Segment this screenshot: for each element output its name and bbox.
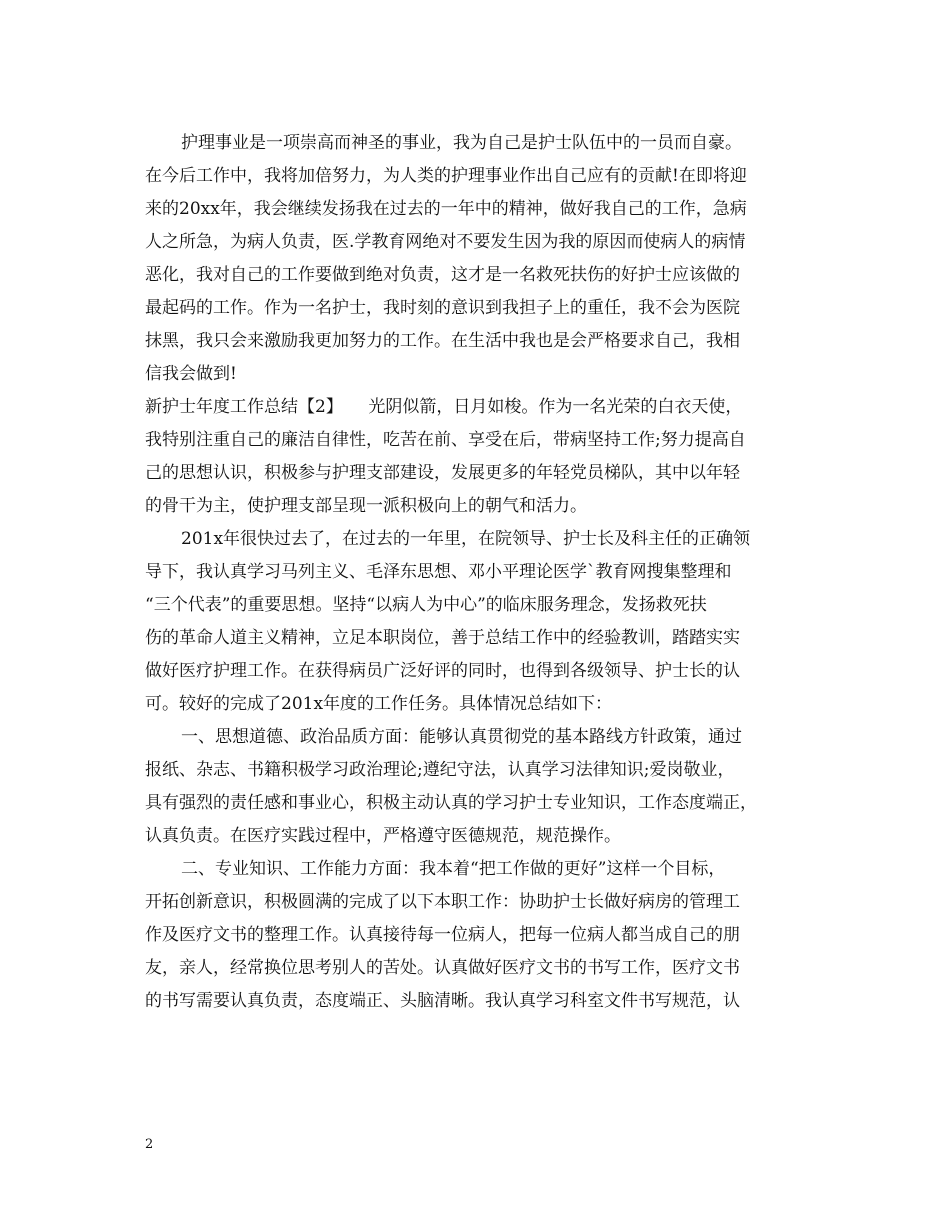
text-line: 导下，我认真学习马列主义、毛泽东思想、邓小平理论医学`教育网搜集整理和	[145, 562, 732, 582]
text-line: 的骨干为主，使护理支部呈现一派积极向上的朝气和活力。	[145, 496, 587, 516]
text-line: 一、思想道德、政治品质方面：能够认真贯彻党的基本路线方针政策，通过	[181, 727, 742, 747]
text-line: 的书写需要认真负责，态度端正、头脑清晰。我认真学习科室文件书写规范，认	[145, 991, 740, 1011]
text-line: 护理事业是一项崇高而神圣的事业，我为自己是护士队伍中的一员而自豪。	[181, 133, 742, 153]
text-line: 作及医疗文书的整理工作。认真接待每一位病人，把每一位病人都当成自己的朋	[145, 925, 740, 945]
text-line: 恶化，我对自己的工作要做到绝对负责，这才是一名救死扶伤的好护士应该做的	[145, 265, 740, 285]
page-number: 2	[145, 1137, 154, 1152]
text-line: 人之所急，为病人负责，医.学教育网绝对不要发生因为我的原因而使病人的病情	[145, 232, 746, 252]
section-heading-line: 新护士年度工作总结【2】 光阴似箭，日月如梭。作为一名光荣的白衣天使，	[145, 397, 743, 417]
text-line: 具有强烈的责任感和事业心，积极主动认真的学习护士专业知识，工作态度端正，	[145, 793, 757, 813]
text-line: 可。较好的完成了201x年度的工作任务。具体情况总结如下：	[145, 694, 613, 714]
text-line: 我特别注重自己的廉洁自律性，吃苦在前、享受在后，带病坚持工作;努力提高自	[145, 430, 746, 450]
text-line: 在今后工作中，我将加倍努力，为人类的护理事业作出自己应有的贡献!在即将迎	[145, 166, 747, 186]
text-line: 二、专业知识、工作能力方面：我本着“把工作做的更好”这样一个目标，	[181, 859, 726, 879]
text-line: 做好医疗护理工作。在获得病员广泛好评的同时，也得到各级领导、护士长的认	[145, 661, 740, 681]
text-line: 来的20xx年，我会继续发扬我在过去的一年中的精神，做好我自己的工作，急病	[145, 199, 747, 219]
text-line: 最起码的工作。作为一名护士，我时刻的意识到我担子上的重任，我不会为医院	[145, 298, 740, 318]
text-line: 伤的革命人道主义精神，立足本职岗位，善于总结工作中的经验教训，踏踏实实	[145, 628, 740, 648]
document-body	[145, 127, 805, 1018]
text-line: 201x年很快过去了，在过去的一年里，在院领导、护士长及科主任的正确领	[181, 529, 751, 549]
text-line: 认真负责。在医疗实践过程中，严格遵守医德规范，规范操作。	[145, 826, 621, 846]
text-line: 信我会做到!	[145, 364, 237, 384]
text-line: 开拓创新意识，积极圆满的完成了以下本职工作：协助护士长做好病房的管理工	[145, 892, 740, 912]
text-line: 抹黑，我只会来激励我更加努力的工作。在生活中我也是会严格要求自己，我相	[145, 331, 740, 351]
text-line: 报纸、杂志、书籍积极学习政治理论;遵纪守法，认真学习法律知识;爱岗敬业，	[145, 760, 735, 780]
text-line: 己的思想认识，积极参与护理支部建设，发展更多的年轻党员梯队，其中以年轻	[145, 463, 740, 483]
text-line: 友，亲人，经常换位思考别人的苦处。认真做好医疗文书的书写工作，医疗文书	[145, 958, 740, 978]
text-line: “三个代表”的重要思想。坚持“以病人为中心”的临床服务理念，发扬救死扶	[145, 595, 707, 615]
